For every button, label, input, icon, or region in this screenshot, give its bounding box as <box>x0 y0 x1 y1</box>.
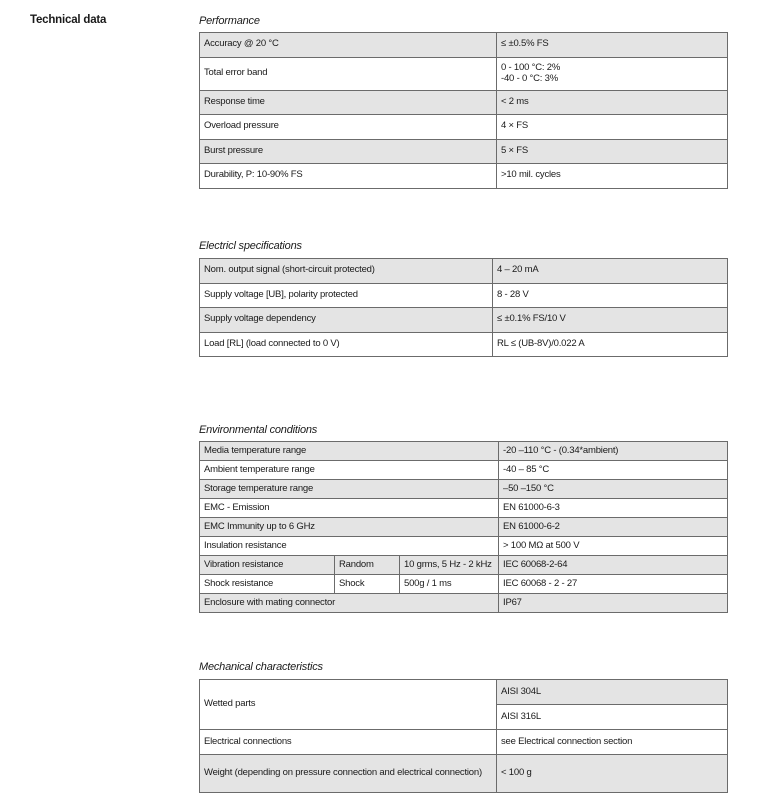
row-label: Load [RL] (load connected to 0 V) <box>200 332 493 357</box>
row-value: >10 mil. cycles <box>497 164 728 189</box>
table-row <box>200 594 728 613</box>
table-row <box>200 164 728 189</box>
row-value: AISI 304L <box>497 680 728 705</box>
row-label: Vibration resistance <box>200 556 335 575</box>
row-value <box>497 57 728 90</box>
row-label: Wetted parts <box>200 680 497 730</box>
table-row <box>200 556 728 575</box>
row-value: -20 –110 °C - (0.34*ambient) <box>499 442 728 461</box>
value-line: 0 - 100 °C: 2% <box>501 61 561 73</box>
row-value: RL ≤ (UB-8V)/0.022 A <box>493 332 728 357</box>
row-value: < 2 ms <box>497 90 728 115</box>
performance-table <box>199 32 728 189</box>
row-value: AISI 316L <box>497 705 728 730</box>
row-label: Nom. output signal (short-circuit protected) <box>200 259 493 284</box>
table-row <box>200 518 728 537</box>
row-detail: 500g / 1 ms <box>400 575 499 594</box>
table-row <box>200 57 728 90</box>
row-value: EN 61000-6-3 <box>499 499 728 518</box>
table-row <box>200 139 728 164</box>
table-row <box>200 90 728 115</box>
row-value: ≤ ±0.1% FS/10 V <box>493 308 728 333</box>
table-row <box>200 680 728 705</box>
environmental-title: Environmental conditions <box>199 424 318 436</box>
row-sub: Shock <box>335 575 400 594</box>
row-label: Supply voltage dependency <box>200 308 493 333</box>
table-row <box>200 259 728 284</box>
row-label: Accuracy @ 20 °C <box>200 33 497 58</box>
table-row <box>200 461 728 480</box>
row-value: -40 – 85 °C <box>499 461 728 480</box>
environmental-table <box>199 441 728 613</box>
row-label: Electrical connections <box>200 730 497 755</box>
row-label: Burst pressure <box>200 139 497 164</box>
row-value: 4 – 20 mA <box>493 259 728 284</box>
row-label: Shock resistance <box>200 575 335 594</box>
table-row <box>200 308 728 333</box>
table-row <box>200 537 728 556</box>
table-row <box>200 755 728 793</box>
row-label: Ambient temperature range <box>200 461 499 480</box>
row-label: Response time <box>200 90 497 115</box>
row-value: 8 - 28 V <box>493 283 728 308</box>
table-row <box>200 33 728 58</box>
row-label: Total error band <box>200 57 497 90</box>
table-row <box>200 332 728 357</box>
row-value: –50 –150 °C <box>499 480 728 499</box>
table-row <box>200 730 728 755</box>
row-label: Durability, P: 10-90% FS <box>200 164 497 189</box>
row-label: EMC - Emission <box>200 499 499 518</box>
row-value: EN 61000-6-2 <box>499 518 728 537</box>
electrical-title: Electricl specifications <box>199 240 302 252</box>
table-row <box>200 575 728 594</box>
row-label: Media temperature range <box>200 442 499 461</box>
row-detail: 10 grms, 5 Hz - 2 kHz <box>400 556 499 575</box>
row-label: Storage temperature range <box>200 480 499 499</box>
table-row <box>200 442 728 461</box>
row-value: see Electrical connection section <box>497 730 728 755</box>
table-row <box>200 115 728 140</box>
row-value: 5 × FS <box>497 139 728 164</box>
mechanical-title: Mechanical characteristics <box>199 661 323 673</box>
row-value: 4 × FS <box>497 115 728 140</box>
row-value: IEC 60068 - 2 - 27 <box>499 575 728 594</box>
value-line: -40 - 0 °C: 3% <box>501 72 558 84</box>
row-value: ≤ ±0.5% FS <box>497 33 728 58</box>
row-sub: Random <box>335 556 400 575</box>
row-label: EMC Immunity up to 6 GHz <box>200 518 499 537</box>
performance-title: Performance <box>199 15 260 27</box>
row-value: < 100 g <box>497 755 728 793</box>
row-label: Supply voltage [UB], polarity protected <box>200 283 493 308</box>
row-label: Insulation resistance <box>200 537 499 556</box>
row-value: > 100 MΩ at 500 V <box>499 537 728 556</box>
row-label: Overload pressure <box>200 115 497 140</box>
section-heading-technical-data: Technical data <box>30 14 107 26</box>
table-row <box>200 499 728 518</box>
mechanical-table <box>199 679 728 793</box>
row-label: Enclosure with mating connector <box>200 594 499 613</box>
row-value: IP67 <box>499 594 728 613</box>
row-label: Weight (depending on pressure connection and electrical connection) <box>200 755 497 793</box>
table-row <box>200 283 728 308</box>
table-row <box>200 480 728 499</box>
row-value: IEC 60068-2-64 <box>499 556 728 575</box>
electrical-table <box>199 258 728 357</box>
